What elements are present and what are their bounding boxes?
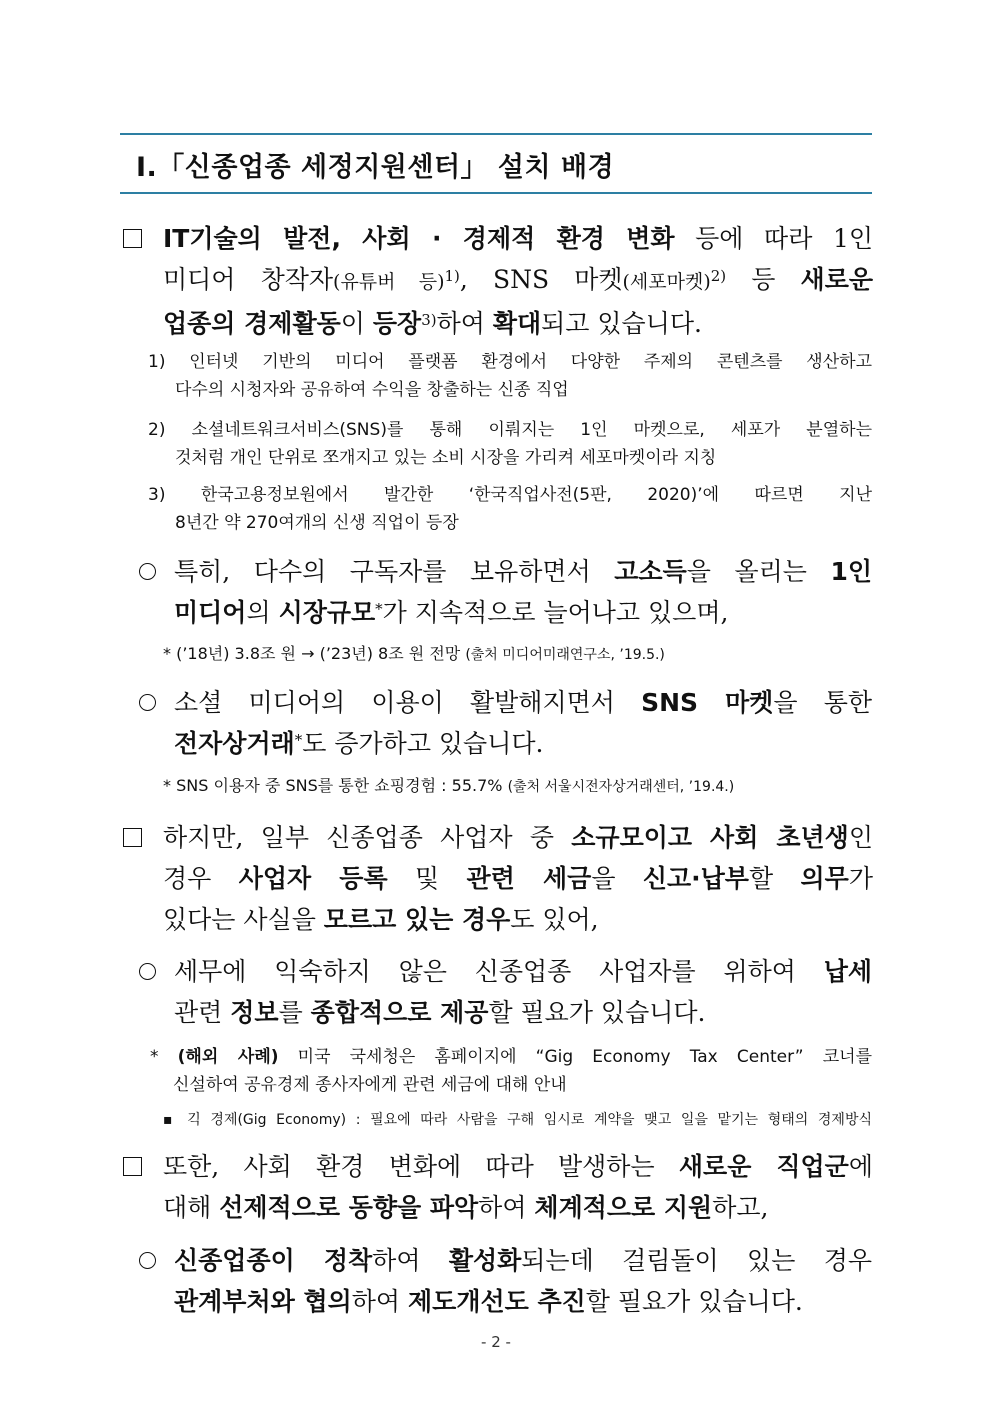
circle-item-3: 세무에 익숙하지 않은 신종업종 사업자를 위하여 납세 관련 정보를 종합적으로 제공할 필요가 있습니다. (174, 957, 872, 1027)
footnote-1: 1) 인터넷 기반의 미디어 플랫폼 환경에서 다양한 주제의 콘텐츠를 생산하고 다수의 시청자와 공유하여 수익을 창출하는 신종 직업 (148, 352, 872, 400)
circle-bullet-icon (139, 694, 156, 711)
circle-bullet-icon (139, 1252, 156, 1269)
footnote-3: 3) 한국고용정보원에서 발간한 ‘한국직업사전(5판, 2020)’에 따르면 지난 8년간 약 270여개의 신생 직업이 등장 (148, 485, 872, 533)
paragraph-1: IT기술의 발전, 사회 · 경제적 환경 변화 등에 따라 1인 미디어 창작자(유튜버 등)$^{1)}$, SNS 마켓(세포마켓)$^{2)}$ 등 새로운 업종의 경제활동이 등장$^{3)}$하여 확대되고 있습니다. (163, 224, 873, 338)
circle-item-2: 소셜 미디어의 이용이 활발해지면서 SNS 마켓을 통한 전자상거래*도 증가하고 있습니다. (174, 688, 873, 758)
circle-item-4: 신종업종이 정착하여 활성화되는데 걸림돌이 있는 경우 관계부처와 협의하여 제도개선도 추진할 필요가 있습니다. (174, 1246, 872, 1316)
square-bullet-icon (123, 1157, 142, 1176)
note-sns-shopping: * SNS 이용자 중 SNS를 통한 쇼핑경험 : 55.7% (출처 서울시전자상거래센터, ’19.4.) (163, 776, 735, 795)
circle-item-1: 특히, 다수의 구독자를 보유하면서 고소득을 올리는 1인 미디어의 시장규모*가 지속적으로 늘어나고 있으며, (174, 557, 872, 627)
note-gig-economy: ▪ 긱 경제(Gig Economy) : 필요에 따라 사람을 구해 임시로 계약을 맺고 일을 맡기는 형태의 경제방식 (163, 1112, 872, 1128)
square-bullet-icon (123, 229, 142, 248)
square-bullet-icon (123, 828, 142, 847)
section-title: Ⅰ.「신종업종 세정지원센터」 설치 배경 (136, 152, 615, 183)
circle-bullet-icon (139, 963, 156, 980)
note-overseas-case: * (해외 사례) 미국 국세청은 홈페이지에 “Gig Economy Tax Center” 코너를 신설하여 공유경제 종사자에게 관련 세금에 대해 안내 (150, 1047, 872, 1095)
footnote-2: 2) 소셜네트워크서비스(SNS)를 통해 이뤄지는 1인 마켓으로, 세포가 분열하는 것처럼 개인 단위로 쪼개지고 있는 소비 시장을 가리켜 세포마켓이라 지칭 (148, 420, 872, 468)
page-number: - 2 - (481, 1333, 511, 1351)
note-media-market: * (’18년) 3.8조 원 → (’23년) 8조 원 전망 (출처 미디어미래연구소, ’19.5.) (163, 644, 665, 663)
paragraph-2: 하지만, 일부 신종업종 사업자 중 소규모이고 사회 초년생인 경우 사업자 등록 및 관련 세금을 신고·납부할 의무가 있다는 사실을 모르고 있는 경우도 있어, (163, 823, 873, 934)
section-title-box (120, 133, 872, 194)
circle-bullet-icon (139, 563, 156, 580)
paragraph-3: 또한, 사회 환경 변화에 따라 발생하는 새로운 직업군에 대해 선제적으로 동향을 파악하여 체계적으로 지원하고, (163, 1152, 873, 1222)
